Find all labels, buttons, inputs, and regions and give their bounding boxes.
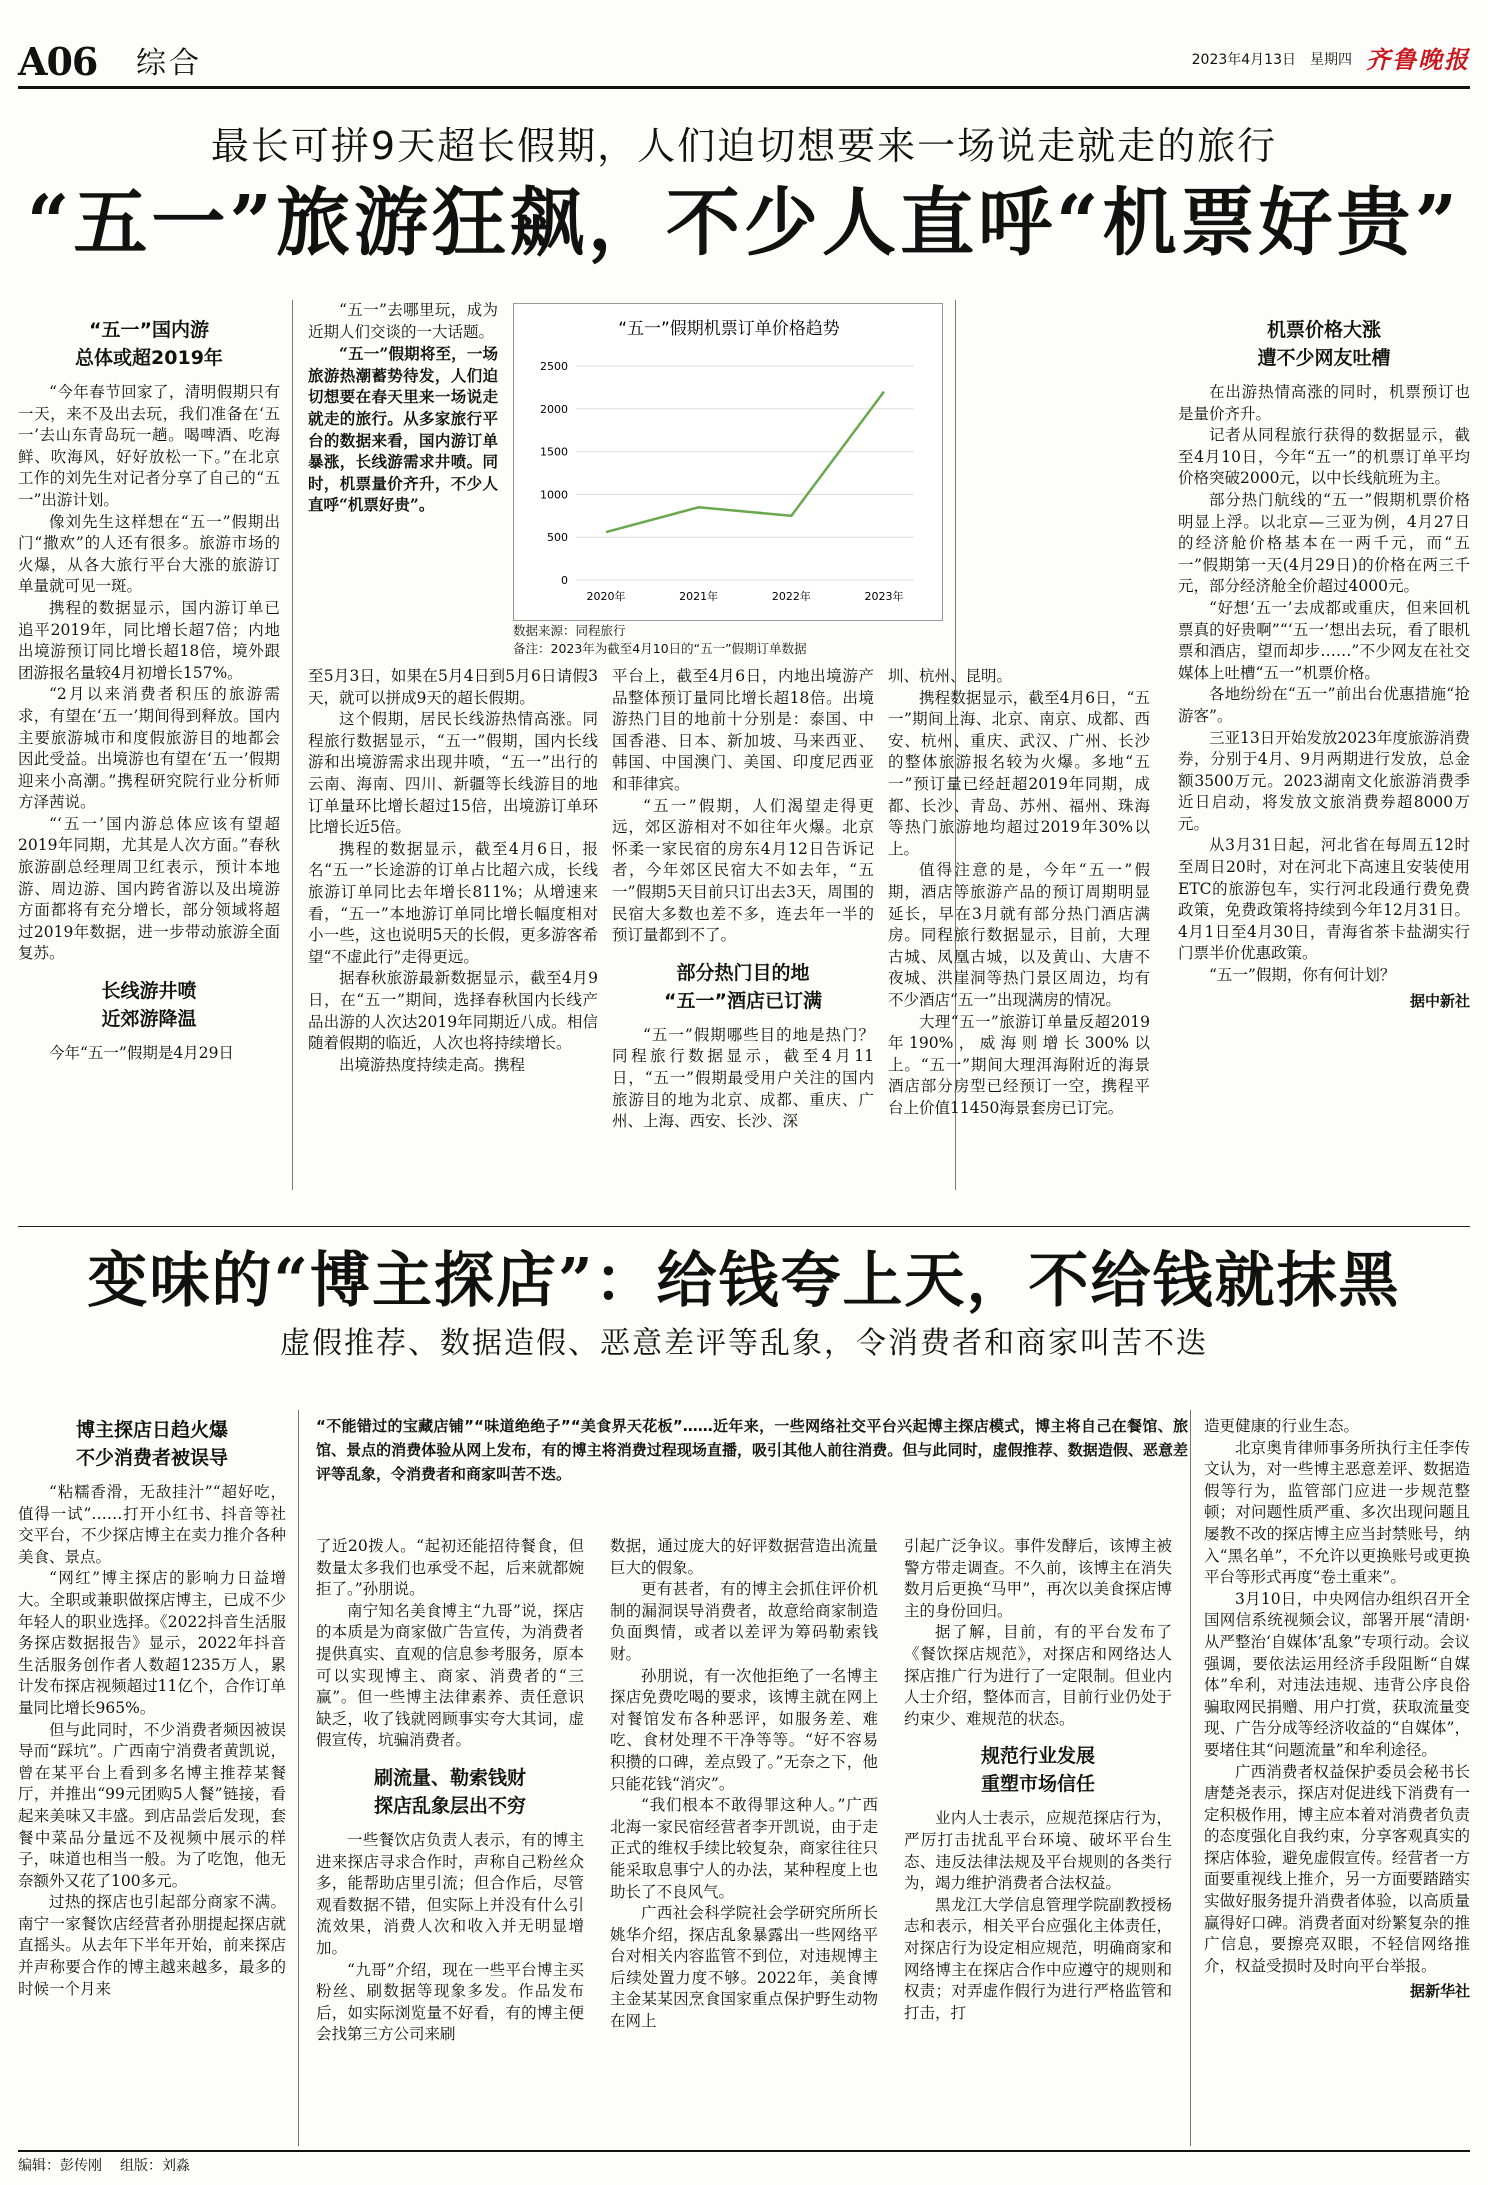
- chart-x-tick-label: 2020年: [586, 590, 626, 603]
- paragraph: 至5月3日，如果在5月4日到5月6日请假3天，就可以拼成9天的超长假期。: [308, 667, 598, 707]
- chart-note: 备注：2023年为截至4月10日的“五一”假期订单数据: [513, 641, 807, 656]
- paragraph: 南宁知名美食博主“九哥”说，探店的本质是为商家做广告宣传，为消费者提供真实、直观的信息参考服务，原本可以实现博主、商家、消费者的“三赢”。但一些博主法律素养、责任意识缺乏，收了钱就罔顾事实夸大其词，虚假宣传，坑骗消费者。: [316, 1601, 584, 1750]
- story1-subhead-2: 长线游井喷 近郊游降温: [101, 980, 197, 1031]
- story2-lead: “不能错过的宝藏店铺”“味道绝绝子”“美食界天花板”……近年来，一些网络社交平台兴起博主探店模式，博主将自己在餐馆、旅馆、景点的消费体验从网上发布，有的博主将消费过程现场直播，吸引其他人前往消费。但与此同时，虚假推荐、数据造假、恶意差评等乱象，令消费者和商家叫苦不迭。: [316, 1417, 1188, 1483]
- paragraph: 三亚13日开始发放2023年度旅游消费券，分别于4月、9月两期进行发放，总金额3500万元。2023湖南文化旅游消费季近日启动，将发放文旅消费券超8000万元。: [1178, 728, 1470, 833]
- paragraph: 携程数据显示，截至4月6日，“五一”期间上海、北京、南京、成都、西安、杭州、重庆、武汉、广州、长沙的整体旅游报名较为火爆。多地“五一”预订量已经赶超2019年同期，成都、长沙、青岛、苏州、福州、珠海等热门旅游地均超过2019年30%以上。: [888, 688, 1150, 858]
- story2-subhead-2: 刷流量、勒索钱财 探店乱象层出不穷: [373, 1766, 526, 1817]
- paragraph: 3月10日，中央网信办组织召开全国网信系统视频会议，部署开展“清朗·从严整治‘自媒体’乱象”专项行动。会议强调，要依法运用经济手段阻断“自媒体”牟利，对违法违规、违背公序良俗骗取网民捐赠、用户打赏，获取流量变现、广告分成等经济收益的“自媒体”，要堵住其“问题流量”和牟利途径。: [1204, 1589, 1470, 1759]
- story1-subhead-4: 机票价格大涨 遭不少网友吐槽: [1257, 319, 1391, 369]
- paragraph: 出境游热度持续走高。携程: [339, 1055, 526, 1074]
- price-trend-chart: [513, 303, 943, 621]
- paragraph: 据了解，目前，有的平台发布了《餐饮探店规范》，对探店和网络达人探店推广行为进行了一定限制。但业内人士介绍，整体而言，目前行业仍处于约束少、难规范的状态。: [904, 1623, 1172, 1728]
- paragraph: 孙朋说，有一次他拒绝了一名博主探店免费吃喝的要求，该博主就在网上对餐馆发布各种恶评，如服务差、难吃、食材处理不干净等等。“好不容易积攒的口碑，差点毁了。”无奈之下，他只能花钱“消灾”。: [610, 1666, 878, 1793]
- editor-credit: 编辑：彭传刚: [18, 2158, 102, 2174]
- story1-column-4: [888, 666, 1150, 1196]
- story1-column-1: [18, 312, 280, 1192]
- paragraph: 在出游热情高涨的同时，机票预订也是量价齐升。: [1178, 383, 1470, 423]
- story2-column-2: [316, 1536, 584, 2144]
- story1-subhead-1: “五一”国内游 总体或超2019年: [75, 319, 223, 369]
- paragraph: 大理“五一”旅游订单量反超2019年190%，威海则增长300%以上。“五一”期间大理洱海附近的海景酒店部分房型已经预订一空，携程平台上价值11450海景套房已订完。: [888, 1012, 1150, 1117]
- chart-y-tick-label: 2000: [540, 402, 568, 416]
- paragraph: “九哥”介绍，现在一些平台博主买粉丝、刷数据等现象多发。作品发布后，如实际浏览量不好看，有的博主便会找第三方公司来刷: [316, 1960, 584, 2044]
- paragraph: 更有甚者，有的博主会抓住评价机制的漏洞误导消费者，故意给商家制造负面舆情，或者以差评为筹码勒索钱财。: [610, 1580, 878, 1663]
- paragraph: 圳、杭州、昆明。: [888, 667, 1013, 685]
- story-divider: [18, 1226, 1470, 1227]
- paragraph: 数据，通过庞大的好评数据营造出流量巨大的假象。: [610, 1537, 878, 1577]
- paragraph: “‘五一’国内游总体应该有望超2019年同期，尤其是人次方面。”春秋旅游副总经理周卫红表示，预计本地游、周边游、国内跨省游以及出境游方面都将有充分增长，部分领域将超过2019年数据，进一步带动旅游全面复苏。: [18, 814, 280, 963]
- paragraph: 携程的数据显示，截至4月6日，报名“五一”长途游的订单占比超六成，长线旅游订单同比去年增长811%；从增速来看，“五一”本地游订单同比增长幅度相对小一些，这也说明5天的长假，更多游客希望“不虚此行”走得更远。: [308, 839, 598, 966]
- paragraph: 广西社会科学院社会学研究所所长姚华介绍，探店乱象暴露出一些网络平台对相关内容监管不到位，对违规博主后续处置力度不够。2022年，美食博主金某某因烹食国家重点保护野生动物在网上: [610, 1904, 878, 2031]
- chart-y-tick-label: 2500: [540, 360, 568, 373]
- story2-headline: 变味的“博主探店”：给钱夸上天，不给钱就抹黑: [87, 1246, 1401, 1316]
- chart-x-tick-label: 2023年: [864, 590, 904, 603]
- paragraph: 黑龙江大学信息管理学院副教授杨志和表示，相关平台应强化主体责任，对探店行为设定相应规范，明确商家和网络博主在探店合作中应遵守的规则和权责；对弄虚作假行为进行严格监管和打击，打: [904, 1895, 1172, 2022]
- paragraph: 像刘先生这样想在“五一”假期出门“撒欢”的人还有很多。旅游市场的火爆，从各大旅行平台大涨的旅游订单量就可见一斑。: [18, 512, 280, 596]
- column-divider: [292, 300, 293, 1190]
- layout-credit: 组版：刘淼: [120, 2158, 190, 2174]
- masthead: [18, 40, 1470, 84]
- paragraph: 这个假期，居民长线游热情高涨。同程旅行数据显示，“五一”假期，国内长线游和出境游需求出现井喷，“五一”出行的云南、海南、四川、新疆等长线游目的地订单量环比增长超过15倍，出境游订单环比增长近5倍。: [308, 710, 598, 837]
- chart-source: 数据来源：同程旅行: [513, 623, 626, 638]
- bottom-rule: [18, 2150, 1470, 2152]
- chart-y-tick-label: 1000: [540, 488, 568, 502]
- paragraph: “今年春节回家了，清明假期只有一天，来不及出去玩，我们准备在‘五一’去山东青岛玩一趟。喝啤酒、吃海鲜、吹海风，好好放松一下。”在北京工作的刘先生对记者分享了自己的“五一”出游计划。: [18, 383, 280, 509]
- story1-headline: “五一”旅游狂飙，不少人直呼“机票好贵”: [26, 180, 1462, 266]
- story1-kicker: 最长可拼9天超长假期，人们迫切想要来一场说走就走的旅行: [210, 124, 1278, 168]
- story2-column-3: [610, 1536, 878, 2144]
- section-name: 综合: [136, 46, 202, 81]
- paragraph: “五一”假期，人们渴望走得更远，郊区游相对不如往年火爆。北京怀柔一家民宿的房东4月12日告诉记者，今年郊区民宿大不如去年，“五一”假期5天目前只订出去3天，周围的民宿大多数也差不多，连去年一半的预订量都到不了。: [612, 796, 874, 945]
- paragraph: 但与此同时，不少消费者频因被误导而“踩坑”。广西南宁消费者黄凯说，曾在某平台上看到多名博主推荐某餐厅，并推出“99元团购5人餐”链接，看起来美味又丰盛。到店品尝后发现，套餐中菜品分量远不及视频中展示的样子，味道也相当一般。为了吃饱，他无奈额外又花了100多元。: [18, 1720, 286, 1890]
- chart-caption: [513, 622, 943, 658]
- chart-x-tick-label: 2022年: [771, 590, 811, 603]
- chart-title: “五一”假期机票订单价格趋势: [618, 319, 840, 339]
- paragraph: 值得注意的是，今年“五一”假期，酒店等旅游产品的预订周期明显延长，早在3月就有部分热门酒店满房。同程旅行数据显示，目前，大理古城、凤凰古城，以及黄山、大唐不夜城、洪崖洞等热门景区周边，均有不少酒店“五一”出现满房的情况。: [888, 861, 1150, 1009]
- paragraph: 部分热门航线的“五一”假期机票价格明显上浮。以北京—三亚为例，4月27日的经济舱价格基本在一两千元，而“五一”假期第一天(4月29日)的价格在两三千元，部分经济舱全价超过4000元。: [1178, 490, 1470, 596]
- story1-byline: 据中新社: [1409, 991, 1470, 1010]
- story1-lead-column: [308, 300, 498, 640]
- story2-column-5: [1204, 1416, 1470, 2144]
- paragraph: 广西消费者权益保护委员会秘书长唐楚尧表示，探店对促进线下消费有一定积极作用，博主应本着对消费者负责的态度强化自我约束，分享客观真实的探店体验，避免虚假宣传。经营者一方面要重视线上推介，另一方面要踏踏实实做好服务提升消费者体验，以高质量赢得好口碑。消费者面对纷繁复杂的推广信息，要擦亮双眼，不轻信网络推介，权益受损时及时向平台举报。: [1204, 1762, 1470, 1975]
- paragraph: 了近20拨人。“起初还能招待餐食，但数量太多我们也承受不起，后来就都婉拒了。”孙朋说。: [316, 1537, 584, 1599]
- lead-paragraph: “五一”假期将至，一场旅游热潮蓄势待发，人们迫切想要在春天里来一场说走就走的旅行。从多家旅行平台的数据来看，国内游订单暴涨，长线游需求井喷。同时，机票量价齐升，不少人直呼“机票好贵”。: [308, 344, 498, 515]
- masthead-info: [1191, 45, 1470, 74]
- paragraph: 记者从同程旅行获得的数据显示，截至4月10日，今年“五一”的机票订单平均价格突破2000元，以中长线航班为主。: [1178, 426, 1470, 488]
- paragraph: 业内人士表示，应规范探店行为，严厉打击扰乱平台环境、破坏平台生态、违反法律法规及平台规则的各类行为，竭力维护消费者合法权益。: [904, 1809, 1172, 1893]
- paragraph: 北京奥肯律师事务所执行主任李传文认为，对一些博主恶意差评、数据造假等行为，监管部门应进一步规范整顿；对问题性质严重、多次出现问题且屡教不改的探店博主应当封禁账号，纳入“黑名单”，不允许以更换账号或更换平台等形式再度“卷土重来”。: [1204, 1438, 1470, 1587]
- chart-grid: [576, 366, 914, 580]
- paragraph: “我们根本不敢得罪这种人。”广西北海一家民宿经营者李开凯说，由于走正式的维权手续比较复杂，商家往往只能采取息事宁人的办法，某种程度上也助长了不良风气。: [610, 1796, 878, 1901]
- paragraph: 造更健康的行业生态。: [1204, 1417, 1360, 1435]
- chart-y-tick-label: 0: [561, 574, 568, 587]
- issue-weekday: 星期四: [1310, 52, 1352, 68]
- chart-y-tick-label: 1500: [540, 445, 568, 459]
- paragraph: 各地纷纷在“五一”前出台优惠措施“抢游客”。: [1178, 685, 1470, 725]
- paragraph: “五一”假期，你有何计划？: [1209, 966, 1396, 985]
- paragraph: “五一”去哪里玩，成为近期人们交谈的一大话题。: [308, 301, 498, 341]
- story2-column-1: [18, 1416, 286, 2144]
- paragraph: 据春秋旅游最新数据显示，截至4月9日，在“五一”期间，选择春秋国内长线产品出游的人次达2019年同期近八成。相信随着假期的临近，人次也将持续增长。: [308, 969, 598, 1053]
- story1-subhead-3: 部分热门目的地 “五一”酒店已订满: [664, 961, 822, 1012]
- story2-byline: 据新华社: [1409, 1982, 1470, 2001]
- issue-date: 2023年4月13日: [1191, 52, 1296, 68]
- top-rule: [18, 86, 1470, 89]
- chart-x-tick-label: 2021年: [679, 590, 719, 603]
- chart-svg: [514, 304, 944, 622]
- paragraph: 携程的数据显示，国内游订单已追平2019年，同比增长超7倍；内地出境游预订同比增长超18倍，境外跟团游报名量较4月初增长157%。: [18, 598, 280, 682]
- story2-column-4: [904, 1536, 1172, 2144]
- chart-y-tick-label: 500: [547, 531, 568, 545]
- column-divider: [298, 1410, 299, 2146]
- story1-column-5: [1178, 312, 1470, 1192]
- paragraph: “五一”假期哪些目的地是热门？同程旅行数据显示，截至4月11日，“五一”假期最受用户关注的国内旅游目的地为北京、成都、重庆、广州、上海、西安、长沙、深: [612, 1025, 874, 1131]
- story2-kicker: 虚假推荐、数据造假、恶意差评等乱象，令消费者和商家叫苦不迭: [280, 1326, 1208, 1361]
- paragraph: “2月以来消费者积压的旅游需求，有望在‘五一’期间得到释放。国内主要旅游城市和度假旅游目的地都会因此受益。出境游也有望在‘五一’假期迎来小高潮。”携程研究院行业分析师方泽茜说。: [18, 685, 280, 812]
- column-divider: [1190, 1410, 1191, 2146]
- paragraph: “粘糯香滑，无敌挂汁”“超好吃，值得一试”……打开小红书、抖音等社交平台，不少探店博主在卖力推介各种美食、景点。: [18, 1483, 286, 1566]
- paragraph: 从3月31日起，河北省在每周五12时至周日20时，对在河北下高速且安装使用ETC的旅游包车，实行河北段通行费免费政策，免费政策将持续到今年12月31日。4月1日至4月30日，青海省茶卡盐湖实行门票半价优惠政策。: [1178, 836, 1470, 963]
- newspaper-logo: 齐鲁晚报: [1366, 45, 1470, 74]
- page-footer: [18, 2156, 1470, 2176]
- story1-column-3: [612, 666, 874, 1196]
- paragraph: 今年“五一”假期是4月29日: [49, 1044, 234, 1063]
- chart-series-line: [606, 392, 884, 532]
- story1-column-2: [308, 666, 598, 1196]
- chart-y-ticks: [540, 360, 568, 587]
- paragraph: 过热的探店也引起部分商家不满。南宁一家餐饮店经营者孙朋提起探店就直摇头。从去年下半年开始，前来探店并声称要合作的博主越来越多，最多的时候一个月来: [18, 1893, 286, 1998]
- page-code: A06: [18, 39, 98, 84]
- paragraph: “网红”博主探店的影响力日益增大。全职或兼职做探店博主，已成不少年轻人的职业选择。《2022抖音生活服务探店数据报告》显示，2022年抖音生活服务创作者人数超1235万人，累计发布探店视频超过11亿个，合作订单量同比增长965%。: [18, 1569, 286, 1717]
- story2-subhead-3: 规范行业发展 重塑市场信任: [980, 1745, 1095, 1796]
- paragraph: “好想‘五一’去成都或重庆，但来回机票真的好贵啊”“‘五一’想出去玩，看了眼机票和酒店，望而却步……”不少网友在社交媒体上吐槽“五一”机票价格。: [1178, 598, 1470, 682]
- paragraph: 平台上，截至4月6日，内地出境游产品整体预订量同比增长超18倍。出境游热门目的地前十分别是：泰国、中国香港、日本、新加坡、马来西亚、韩国、中国澳门、美国、印度尼西亚和菲律宾。: [612, 667, 874, 793]
- story2-subhead-1: 博主探店日趋火爆 不少消费者被误导: [75, 1419, 228, 1469]
- paragraph: 引起广泛争议。事件发酵后，该博主被警方带走调查。不久前，该博主在消失数月后更换“马甲”，再次以美食探店博主的身份回归。: [904, 1537, 1172, 1620]
- paragraph: 一些餐饮店负责人表示，有的博主进来探店寻求合作时，声称自己粉丝众多，能帮助店里引流；但合作后，尽管观看数据不错，但实际上并没有什么引流效果，消费人次和收入并无明显增加。: [316, 1830, 584, 1957]
- chart-x-ticks: [587, 589, 904, 603]
